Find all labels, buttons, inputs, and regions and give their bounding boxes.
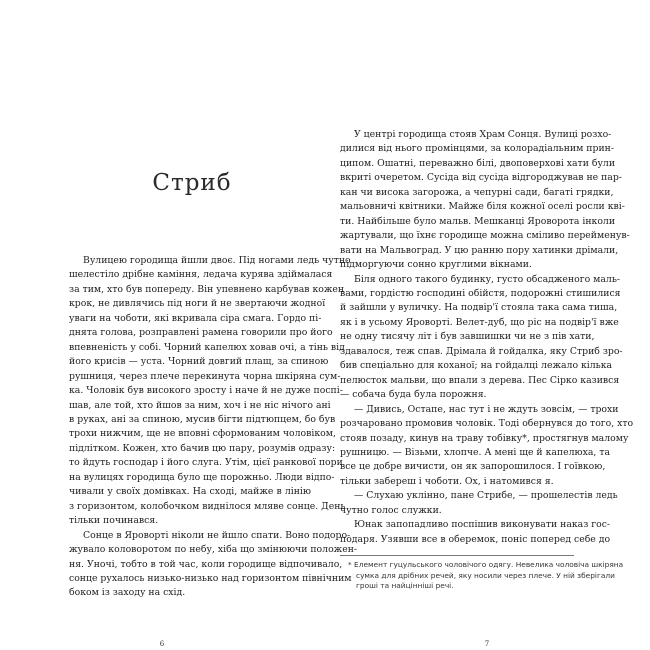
- left-page-text: [69, 254, 358, 601]
- text-line: не одну тисячу літ і був завшишки чи не з пів хати,: [340, 331, 595, 343]
- text-line: вами, гордістю господині обійстя, подорожні стишилися: [340, 287, 621, 299]
- text-line: уваги на чоботи, які вкривала сіра смага. Гордо пі-: [69, 312, 322, 324]
- text-line: чутно голос служки.: [340, 504, 442, 516]
- paragraph: [340, 518, 611, 547]
- paragraph: [340, 489, 618, 518]
- footnote-line: гроші та найцінніші речі.: [356, 581, 454, 590]
- text-line: шав, але той, хто йшов за ним, хоч і не ніс нічого ані: [69, 399, 331, 411]
- text-line: й зайшли у вуличку. На подвір'ї стояла така сама тиша,: [340, 302, 618, 314]
- text-line: дилися від нього промінцями, за колорадіальним прин-: [340, 143, 614, 155]
- text-line: ципом. Ошатні, переважно білі, двоповерхові хати були: [340, 157, 616, 169]
- text-line: його крисів — уста. Чорний довгий плащ, за спиною: [69, 356, 329, 368]
- text-line: підлітком. Кожен, хто бачив цю пару, розумів одразу:: [69, 442, 336, 454]
- text-line: — Слухаю уклінно, пане Стрибе, — прошелестів ледь: [354, 490, 618, 502]
- text-line: жувало коловоротом по небу, хіба що змінюючи положен-: [69, 544, 358, 556]
- text-line: вкриті очеретом. Сусіда від сусіда відгороджував не пар-: [340, 172, 622, 184]
- text-line: крок, не дивлячись під ноги й не звертаючи жодної: [69, 298, 326, 310]
- text-line: днята голова, розправлені рамена говорили про його: [69, 327, 333, 339]
- text-line: рушниця, через плече перекинута чорна шкіряна сум-: [69, 370, 341, 382]
- text-line: — собача буда була порожня.: [340, 389, 487, 401]
- paragraph: [69, 529, 358, 601]
- paragraph: [340, 273, 623, 403]
- text-line: сонце рухалось низько-низько над горизонтом північним: [69, 572, 352, 584]
- text-line: все це добре вичисти, он як запорошилося. І гоївкою,: [340, 461, 606, 473]
- text-line: рушницю. — Візьми, хлопче. А мені ще й капелюха, та: [340, 446, 611, 458]
- text-line: з горизонтом, колобочком виднілося мляве сонце. День: [69, 500, 346, 512]
- text-line: розчаровано промовив чоловік. Тоді обернувся до того, хто: [340, 418, 634, 430]
- text-line: подаря. Узявши все в оберемок, поніс поперед себе до: [340, 533, 611, 545]
- text-line: ка. Чоловік був високого зросту і наче й не дуже поспі-: [69, 385, 343, 397]
- text-line: боком із заходу на схід.: [69, 587, 186, 599]
- footnote-line: сумка для дрібних речей, яку носили через плече. У ній зберігали: [356, 570, 615, 580]
- text-line: мальовничі квітники. Майже біля кожної оселі росли кві-: [340, 201, 625, 213]
- text-line: за тим, хто був попереду. Він упевнено карбував кожен: [69, 283, 345, 295]
- footnote: [340, 560, 624, 592]
- text-line: впевненість у собі. Чорний капелюх ховав очі, а тінь від: [69, 341, 345, 353]
- text-line: чивали у своїх домівках. На сході, майже в лінію: [69, 486, 311, 498]
- text-line: Вулицею городища йшли двоє. Під ногами ледь чутно: [83, 255, 351, 266]
- text-line: на вулицях городища було ще порожньо. Люди відпо-: [69, 471, 335, 483]
- page-number-left: 6: [159, 640, 165, 648]
- paragraph: [69, 254, 351, 529]
- text-line: підморгуючи сонно круглими вікнами.: [340, 259, 532, 271]
- paragraph: [340, 403, 634, 490]
- text-line: то йдуть господар і його слуга. Утім, цієї ранкової пори: [69, 457, 343, 469]
- text-line: в руках, ані за спиною, мусив бігти підтюпцем, бо був: [69, 413, 336, 425]
- text-line: Юнак запопадливо поспішив виконувати наказ гос-: [354, 519, 611, 531]
- text-line: стояв позаду, кинув на траву тобівку*, простягнув малому: [340, 432, 629, 444]
- text-line: шелестіло дрібне каміння, ледача курява здіймалася: [69, 269, 333, 281]
- footnote-divider: [340, 555, 574, 556]
- text-line: здавалося, теж спав. Дрімала й гойдалка, яку Стриб зро-: [340, 345, 623, 357]
- text-line: як і в усьому Яроворті. Велет-дуб, що ріс на подвір'ї вже: [340, 316, 619, 328]
- right-page-text: [340, 128, 634, 547]
- text-line: Біля одного такого будинку, густо обсадженого маль-: [354, 273, 621, 285]
- right-page: [325, 0, 650, 650]
- text-line: — Дивись, Остапе, нас тут і не ждуть зовсім, — трохи: [354, 403, 619, 415]
- page-number-right: 7: [484, 640, 490, 648]
- chapter-title: Стриб: [152, 170, 232, 196]
- footnote-line: * Елемент гуцульського чоловічого одягу. Невелика чоловіча шкіряна: [348, 560, 624, 569]
- text-line: Сонце в Яроворті ніколи не йшло спати. Воно подоро-: [83, 529, 351, 541]
- text-line: пелюсток мальви, що впали з дерева. Пес Сірко казився: [340, 374, 620, 386]
- text-line: кан чи висока загорожа, а чепурні сади, багаті грядки,: [340, 186, 614, 198]
- paragraph: [340, 128, 630, 273]
- text-line: У центрі городища стояв Храм Сонця. Вулиці розхо-: [354, 129, 612, 140]
- text-line: вати на Мальвоград. У цю ранню пору хатинки дрімали,: [340, 244, 619, 256]
- text-line: ня. Уночі, тобто в той час, коли городище відпочивало,: [69, 558, 343, 570]
- text-line: бив спеціально для коханої; на гойдалці лежало кілька: [340, 360, 613, 372]
- text-line: тільки забереш і чоботи. Ох, і натомився я.: [340, 475, 554, 487]
- text-line: ти. Найбільше було мальв. Мешканці Яроворота інколи: [340, 215, 616, 227]
- text-line: жартували, що їхнє городище можна сміливо перейменув-: [340, 230, 630, 242]
- text-line: тільки починався.: [69, 515, 159, 527]
- text-line: трохи нижчим, ще не вповні сформованим чоловіком,: [69, 428, 336, 440]
